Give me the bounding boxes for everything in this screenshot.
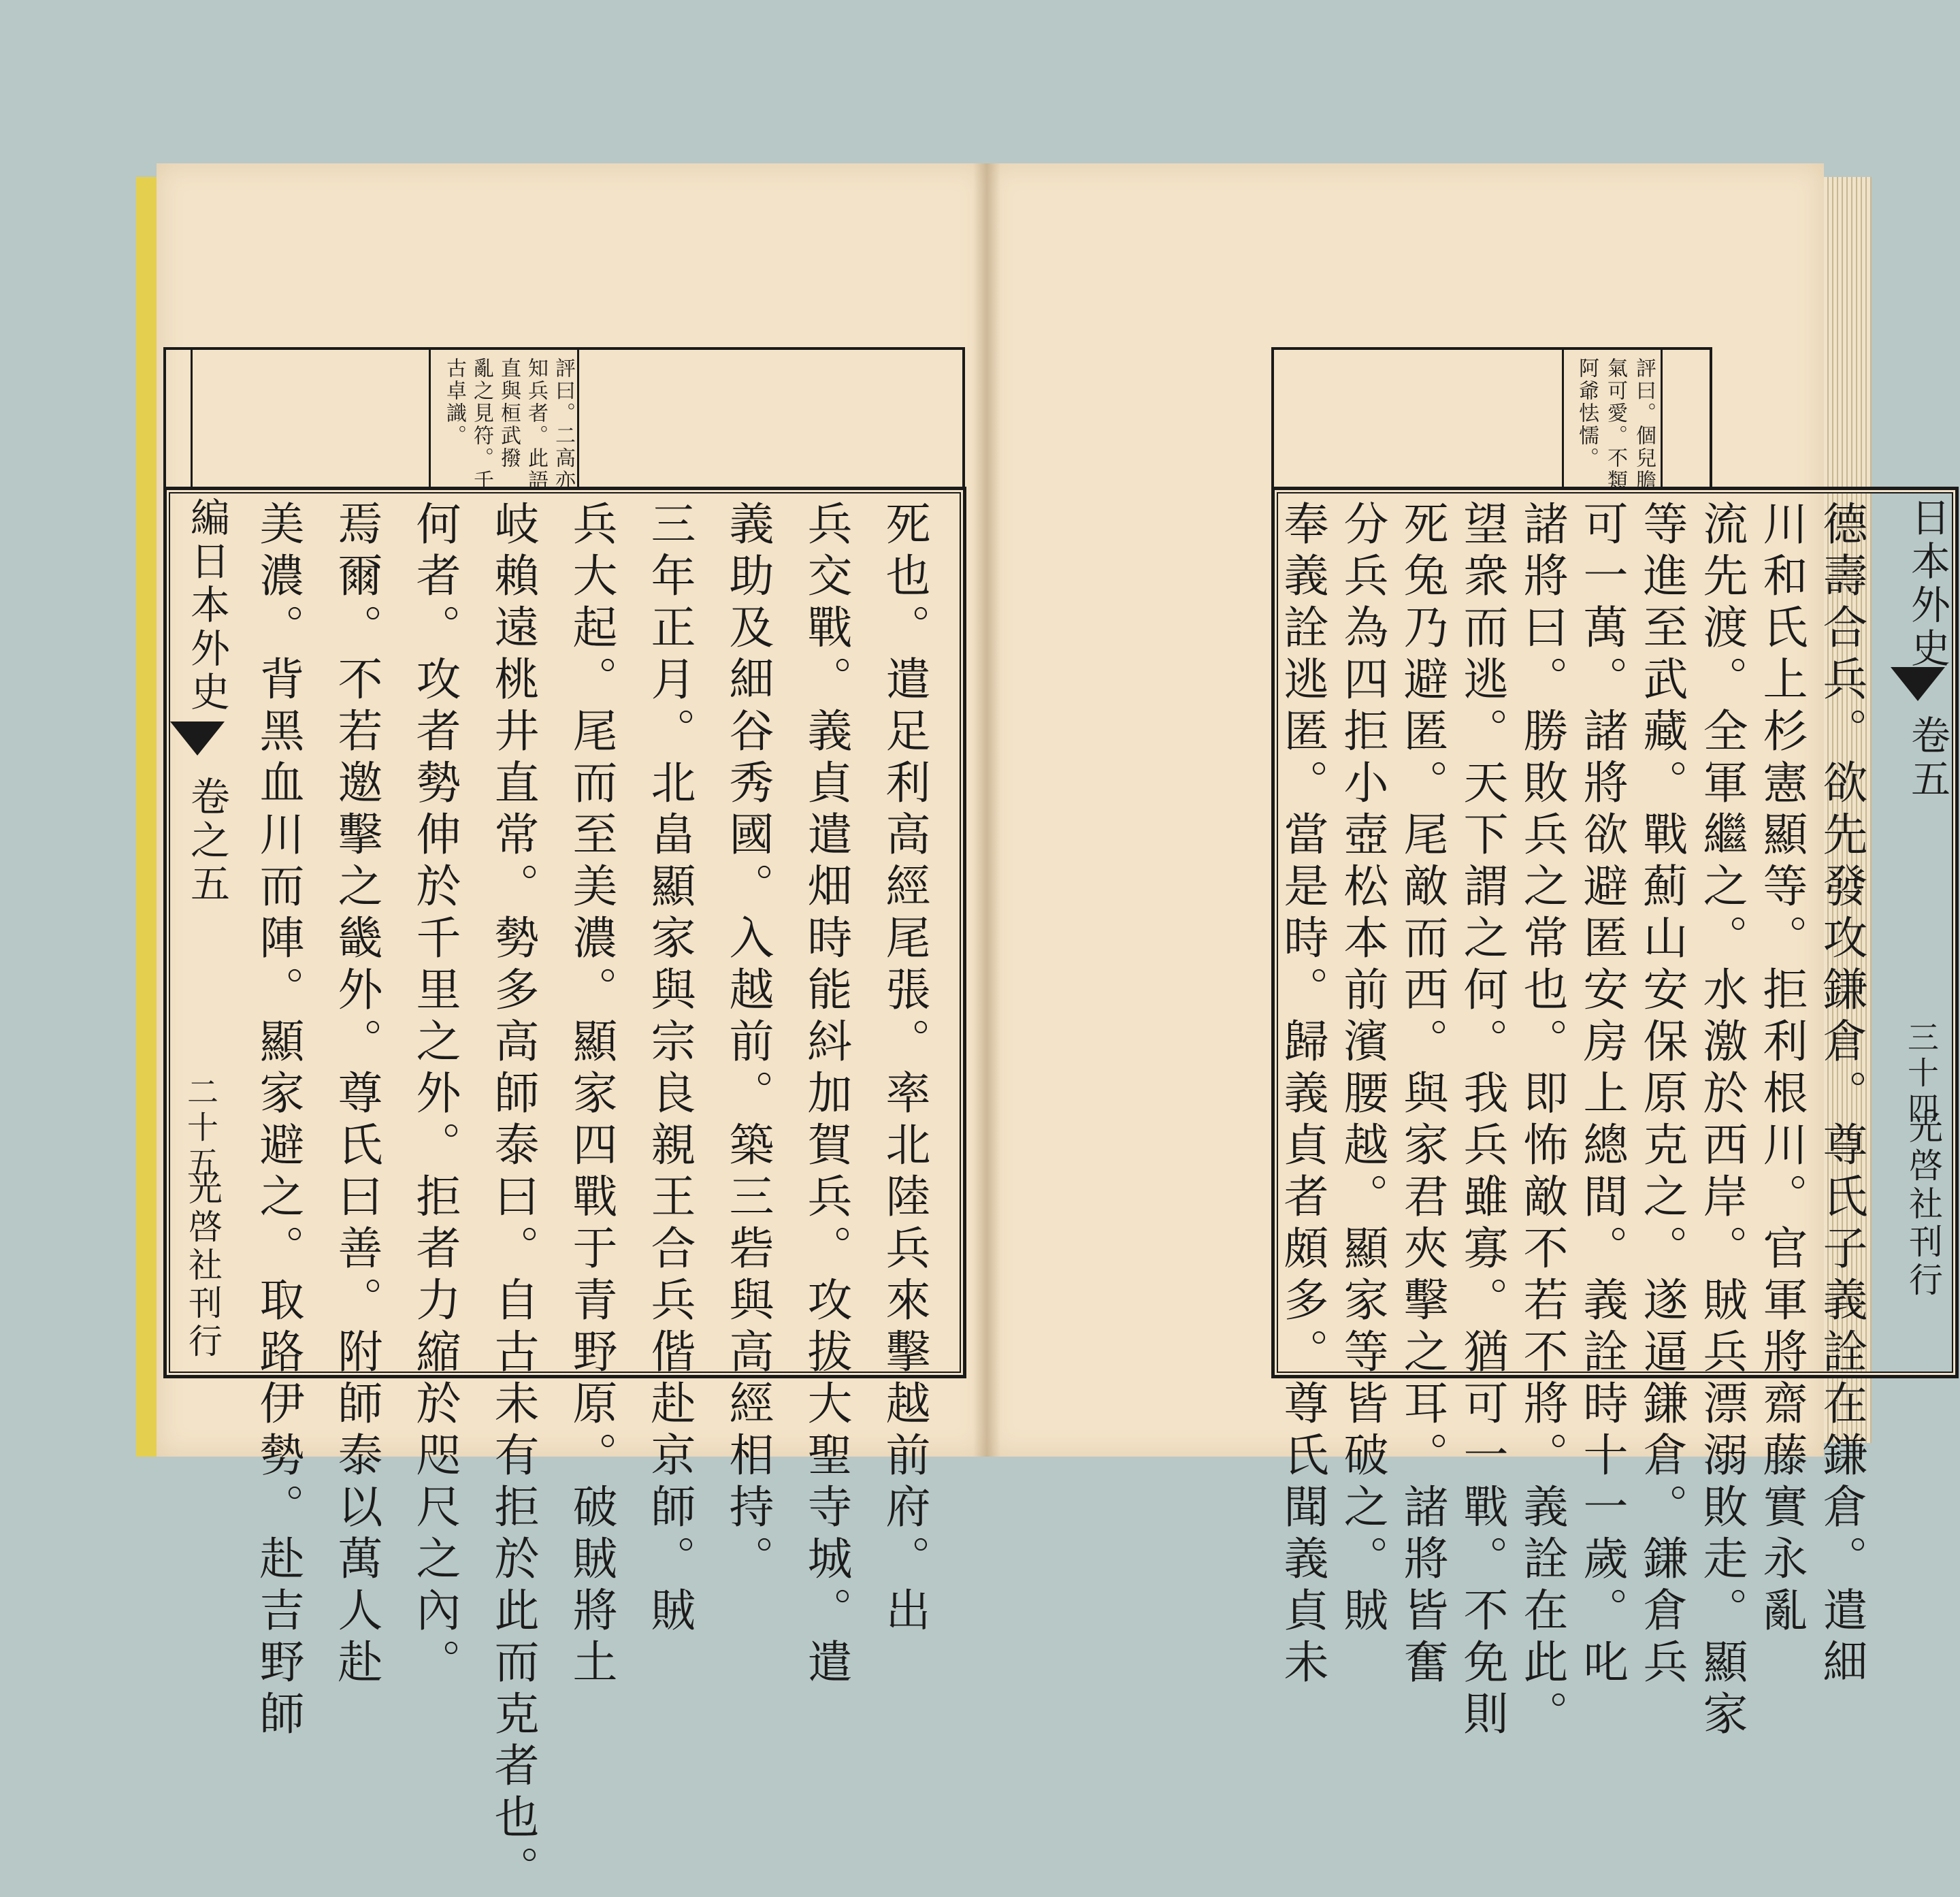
left-margin-title: 編日本外史 — [184, 497, 230, 715]
right-text-column-10: 奉義詮逃匿。當是時。歸義貞者頗多。尊氏聞義貞未 — [1276, 500, 1328, 1690]
right-fish-tail — [1891, 667, 1945, 701]
right-text-column-3: 流先渡。全軍繼之。水激於西岸。賊兵漂溺敗走。顯家 — [1695, 500, 1748, 1742]
right-note-line-1: 評曰。個兒膽 — [1632, 357, 1656, 492]
left-text-column-2: 兵交戰。義貞遣畑時能紏加賀兵。攻拔大聖寺城。遣 — [800, 500, 852, 1690]
right-margin-strip — [1884, 490, 1952, 1368]
left-text-column-4: 三年正月。北畠顯家與宗良親王合兵偕赴京師。賊 — [643, 500, 696, 1638]
left-margin-volume: 卷之五 — [184, 776, 230, 907]
left-commentary — [436, 357, 575, 492]
left-text-column-5: 兵大起。尾而至美濃。顯家四戰于青野原。破賊將土 — [565, 500, 617, 1690]
left-note-line-4: 亂之見符。千 — [470, 357, 493, 492]
left-margin-publisher: 光啓社刊行 — [183, 1171, 223, 1361]
right-text-column-5: 可一萬。諸將欲避匿安房上總間。義詮時十一歲。叱 — [1575, 500, 1628, 1690]
left-fish-tail — [170, 721, 225, 756]
right-text-column-6: 諸將曰。勝敗兵之常也。即怖敵不若不將。義詮在此。 — [1516, 500, 1568, 1742]
right-text-column-2: 川和氏上杉憲顯等。拒利根川。官軍將齋藤實永亂 — [1755, 500, 1808, 1638]
left-note-line-2: 知兵者。此語 — [524, 357, 548, 492]
left-note-line-1: 評曰。二高亦 — [551, 357, 575, 492]
right-note-line-2: 氣可愛。不類 — [1603, 357, 1627, 492]
right-margin-volume: 卷五 — [1904, 715, 1950, 802]
left-text-column-3: 義助及細谷秀國。入越前。築三砦與高經相持。 — [721, 500, 774, 1587]
right-text-column-8: 死兔乃避匿。尾敵而西。與家君夾擊之耳。諸將皆奮 — [1396, 500, 1448, 1690]
book-gutter — [973, 163, 1000, 1457]
right-page — [987, 163, 1950, 1742]
right-margin-title: 日本外史 — [1904, 497, 1950, 671]
right-text-column-1: 德壽合兵。欲先發攻鎌倉。尊氏子義詮在鎌倉。遣細 — [1815, 500, 1867, 1690]
left-text-column-6: 岐賴遠桃井直常。勢多高師泰曰。自古未有拒於此而克者也。 — [487, 500, 539, 1897]
right-margin-folio: 三十四 — [1903, 1021, 1940, 1127]
left-margin-folio: 二十五 — [182, 1075, 219, 1182]
right-text-column-7: 望衆而逃。天下謂之何。我兵雖寡。猶可一戰。不免則 — [1456, 500, 1508, 1742]
right-main-text — [1276, 500, 1878, 1742]
right-text-column-4: 等進至武藏。戰薊山安保原克之。遂逼鎌倉。鎌倉兵 — [1635, 500, 1688, 1690]
left-margin-strip — [163, 490, 231, 1368]
left-text-column-1: 死也。遣足利高經尾張。率北陸兵來擊越前府。出 — [878, 500, 930, 1638]
left-main-text — [238, 500, 960, 1897]
right-text-column-9: 分兵為四拒小壺松本前濱腰越。顯家等皆破之。賊 — [1336, 500, 1388, 1638]
right-note-line-3: 阿爺怯懦。 — [1575, 357, 1599, 470]
left-text-column-9: 美濃。背黑血川而陣。顯家避之。取路伊勢。赴吉野師 — [252, 500, 304, 1742]
open-book — [136, 163, 1950, 1897]
left-page — [157, 163, 988, 1897]
left-note-line-5: 古卓識。 — [442, 357, 466, 447]
left-note-line-3: 直與桓武撥 — [497, 357, 521, 470]
right-margin-publisher: 光啓社刊行 — [1904, 1109, 1943, 1300]
left-text-column-7: 何者。攻者勢伸於千里之外。拒者力縮於咫尺之內。 — [408, 500, 461, 1690]
right-commentary — [1565, 357, 1657, 492]
left-text-column-8: 焉爾。不若邀擊之畿外。尊氏曰善。附師泰以萬人赴 — [330, 500, 382, 1690]
